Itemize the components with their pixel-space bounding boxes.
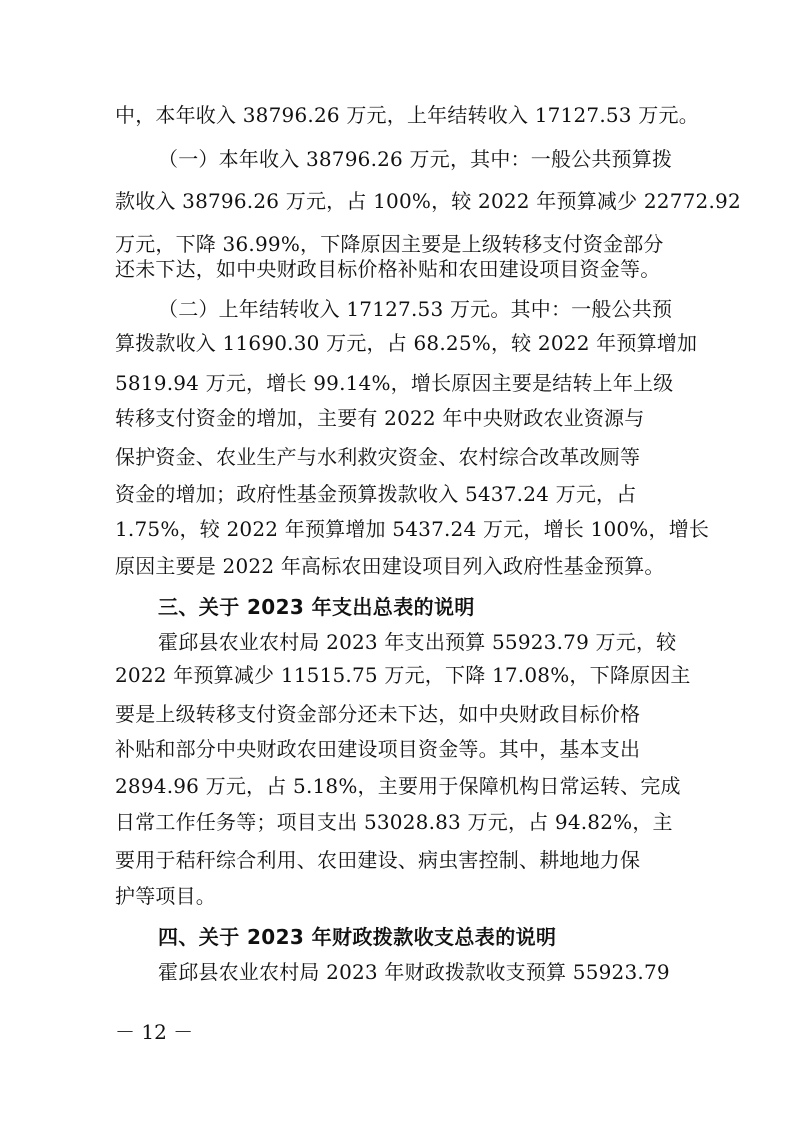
body-text-line: 原因主要是 2022 年高标农田建设项目列入政府性基金预算。 xyxy=(115,554,665,578)
body-text-line: 护等项目。 xyxy=(115,884,216,908)
body-text-line: 日常工作任务等；项目支出 53028.83 万元，占 94.82%，主 xyxy=(115,810,673,834)
body-text-line: 资金的增加；政府性基金预算拨款收入 5437.24 万元，占 xyxy=(115,482,637,506)
paragraph-first-line: 霍邱县农业农村局 2023 年支出预算 55923.79 万元，较 xyxy=(158,630,677,654)
body-text-line: 2022 年预算减少 11515.75 万元，下降 17.08%，下降原因主 xyxy=(115,663,691,687)
body-text-line: 要是上级转移支付资金部分还未下达，如中央财政目标价格 xyxy=(115,702,641,726)
body-text-line: 保护资金、农业生产与水利救灾资金、农村综合改革改厕等 xyxy=(115,445,641,469)
body-text-line: 补贴和部分中央财政农田建设项目资金等。其中，基本支出 xyxy=(115,737,641,761)
section-heading: 三、关于 2023 年支出总表的说明 xyxy=(158,595,475,619)
body-text-line: 2894.96 万元，占 5.18%，主要用于保障机构日常运转、完成 xyxy=(115,774,681,798)
page-number: － 12 － xyxy=(115,1020,194,1044)
body-text-line: 款收入 38796.26 万元，占 100%，较 2022 年预算减少 22772.92 xyxy=(115,189,741,213)
paragraph-first-line: （一）本年收入 38796.26 万元，其中：一般公共预算拨 xyxy=(158,147,673,171)
body-text-line: 还未下达，如中央财政目标价格补贴和农田建设项目资金等。 xyxy=(115,257,661,281)
section-heading: 四、关于 2023 年财政拨款收支总表的说明 xyxy=(158,925,557,949)
body-text-line: 要用于秸秆综合利用、农田建设、病虫害控制、耕地地力保 xyxy=(115,848,641,872)
body-text-line: 5819.94 万元，增长 99.14%，增长原因主要是结转上年上级 xyxy=(115,371,674,395)
body-text-line: 1.75%，较 2022 年预算增加 5437.24 万元，增长 100%，增长 xyxy=(115,517,710,541)
body-text-line: 中，本年收入 38796.26 万元，上年结转收入 17127.53 万元。 xyxy=(115,103,699,127)
paragraph-first-line: 霍邱县农业农村局 2023 年财政拨款收支预算 55923.79 xyxy=(158,960,670,984)
body-text-line: 算拨款收入 11690.30 万元，占 68.25%，较 2022 年预算增加 xyxy=(115,331,698,355)
body-text-line: 转移支付资金的增加，主要有 2022 年中央财政农业资源与 xyxy=(115,406,645,430)
body-text-line: 万元，下降 36.99%，下降原因主要是上级转移支付资金部分 xyxy=(115,232,664,256)
paragraph-first-line: （二）上年结转收入 17127.53 万元。其中：一般公共预 xyxy=(158,297,673,321)
